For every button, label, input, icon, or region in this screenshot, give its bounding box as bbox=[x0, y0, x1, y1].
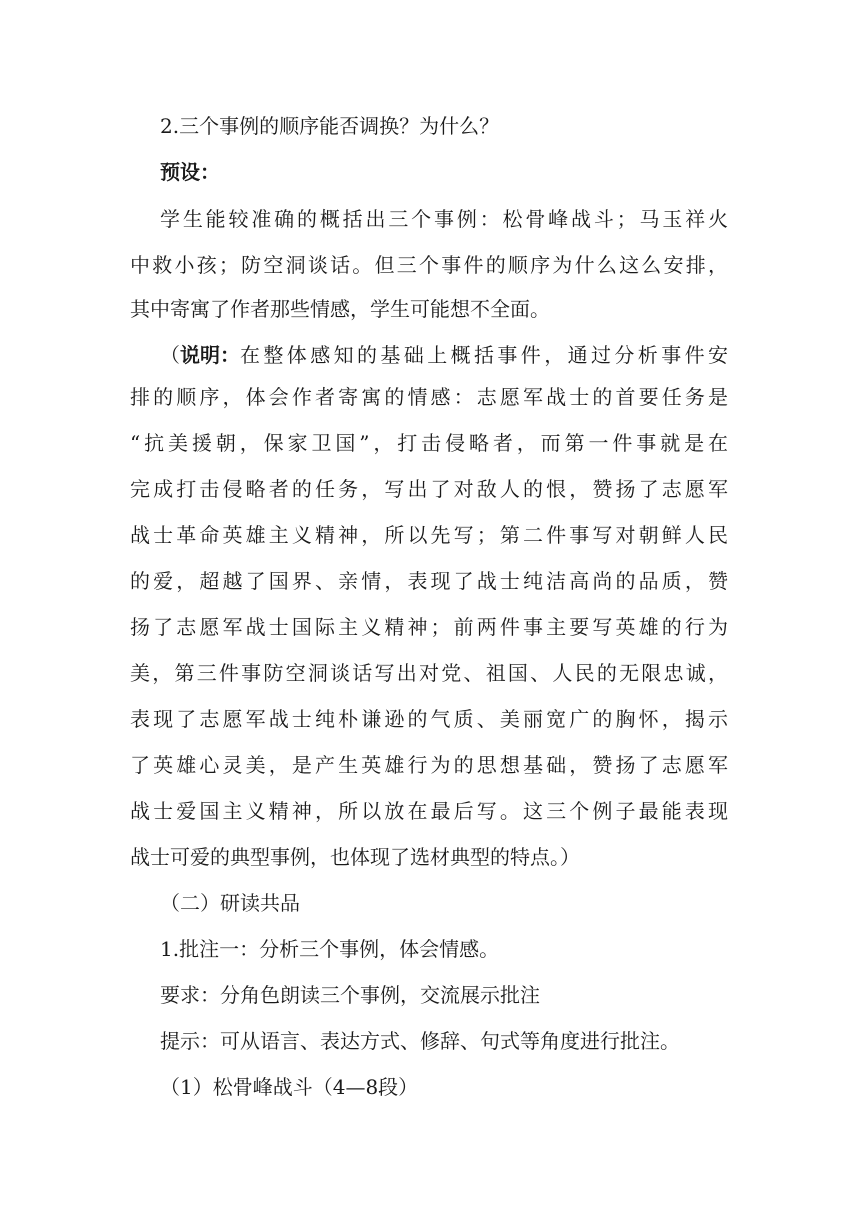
note-line: “抗美援朝，保家卫国”，打击侵略者，而第一件事就是在 bbox=[130, 431, 728, 455]
annotation-1: 1.批注一：分析三个事例，体会情感。 bbox=[160, 937, 500, 961]
preset-line-2: 中救小孩；防空洞谈话。但三个事件的顺序为什么这么安排， bbox=[130, 253, 728, 277]
note-first-line bbox=[160, 340, 728, 370]
preset-line-1: 学生能较准确的概括出三个事例：松骨峰战斗；马玉祥火 bbox=[160, 207, 728, 231]
note-line: 表现了志愿军战士纯朴谦逊的气质、美丽宽广的胸怀，揭示 bbox=[130, 707, 728, 731]
requirement: 要求：分角色朗读三个事例，交流展示批注 bbox=[160, 983, 540, 1007]
note-open-paren: （ bbox=[160, 343, 180, 367]
note-line: 战士革命英雄主义精神，所以先写；第二件事写对朝鲜人民 bbox=[130, 523, 728, 547]
hint: 提示：可从语言、表达方式、修辞、句式等角度进行批注。 bbox=[160, 1029, 680, 1053]
note-label: 说明： bbox=[180, 343, 240, 367]
note-line: 美，第三件事防空洞谈话写出对党、祖国、人民的无限忠诚， bbox=[130, 661, 728, 685]
note-line: 扬了志愿军战士国际主义精神；前两件事主要写英雄的行为 bbox=[130, 615, 728, 639]
preset-label: 预设： bbox=[160, 160, 220, 184]
note-line: 了英雄心灵美，是产生英雄行为的思想基础，赞扬了志愿军 bbox=[130, 753, 728, 777]
question-2: 2.三个事例的顺序能否调换？为什么？ bbox=[160, 114, 500, 138]
note-line: 的爱，超越了国界、亲情，表现了战士纯洁高尚的品质，赞 bbox=[130, 569, 728, 593]
section-title: （二）研读共品 bbox=[160, 891, 300, 915]
note-line: 战士可爱的典型事例，也体现了选材典型的特点。） bbox=[130, 845, 580, 869]
note-line: 排的顺序，体会作者寄寓的情感：志愿军战士的首要任务是 bbox=[130, 385, 728, 409]
note-line: 完成打击侵略者的任务，写出了对敌人的恨，赞扬了志愿军 bbox=[130, 477, 728, 501]
note-line: 战士爱国主义精神，所以放在最后写。这三个例子最能表现 bbox=[130, 799, 728, 823]
preset-line-3: 其中寄寓了作者那些情感，学生可能想不全面。 bbox=[130, 297, 550, 321]
note-first-rest: 在整体感知的基础上概括事件，通过分析事件安 bbox=[240, 343, 728, 367]
subsection-1: （1）松骨峰战斗（4—8段） bbox=[160, 1075, 419, 1099]
